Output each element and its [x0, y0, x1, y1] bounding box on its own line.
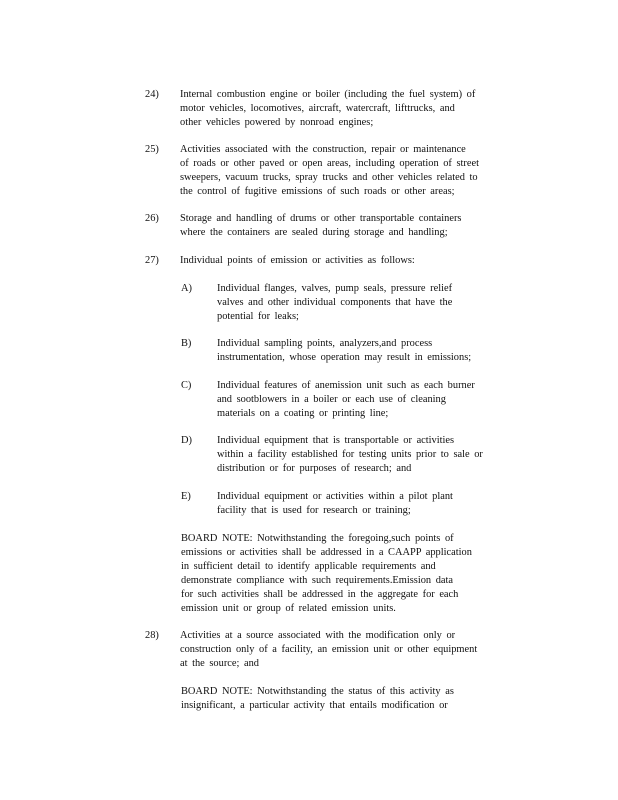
text-line: BOARD NOTE: Notwithstanding the status of this activity as [181, 686, 454, 697]
text-line: the control of fugitive emissions of such roads or other areas; [180, 186, 455, 197]
subitem-text [217, 434, 497, 476]
subitem-text [217, 282, 497, 324]
item-text [180, 88, 505, 130]
text-line: other vehicles powered by nonroad engines; [180, 117, 374, 128]
subitem-letter: D) [181, 435, 192, 446]
text-line: Individual equipment that is transportable or activities [217, 435, 455, 446]
text-line: Individual flanges, valves, pump seals, pressure relief [217, 283, 453, 294]
text-line: for such activities shall be addressed in the aggregate for each [181, 589, 459, 600]
board-note [181, 685, 493, 713]
subitem-letter: C) [181, 380, 192, 391]
text-line: materials on a coating or printing line; [217, 408, 389, 419]
text-line: at the source; and [180, 658, 259, 669]
subitem-text [217, 337, 497, 365]
text-line: insignificant, a particular activity that entails modification or [181, 700, 448, 711]
subitem-text [217, 490, 497, 518]
item-number: 27) [145, 255, 159, 266]
text-line: demonstrate compliance with such requirements.Emission data [181, 575, 454, 586]
text-line: Activities associated with the construction, repair or maintenance [180, 144, 466, 155]
text-line: Storage and handling of drums or other transportable containers [180, 213, 462, 224]
subitem-text [217, 379, 497, 421]
text-line: Individual sampling points, analyzers,and process [217, 338, 433, 349]
text-line: and sootblowers in a boiler or each use of cleaning [217, 394, 446, 405]
text-line: within a facility established for testing units prior to sale or [217, 449, 483, 460]
item-text [180, 254, 505, 268]
text-line: where the containers are sealed during storage and handling; [180, 227, 448, 238]
text-line: valves and other individual components that have the [217, 297, 453, 308]
text-line: construction only of a facility, an emission unit or other equipment [180, 644, 478, 655]
item-number: 28) [145, 630, 159, 641]
text-line: Internal combustion engine or boiler (including the fuel system) of [180, 89, 476, 100]
text-line: of roads or other paved or open areas, including operation of street [180, 158, 479, 169]
text-line: BOARD NOTE: Notwithstanding the foregoing,such points of [181, 533, 454, 544]
text-line: emission unit or group of related emission units. [181, 603, 396, 614]
text-line: emissions or activities shall be addressed in a CAAPP application [181, 547, 472, 558]
subitem-letter: B) [181, 338, 192, 349]
item-number: 26) [145, 213, 159, 224]
text-line: in sufficient detail to identify applicable requirements and [181, 561, 436, 572]
item-number: 25) [145, 144, 159, 155]
text-line: instrumentation, whose operation may result in emissions; [217, 352, 472, 363]
text-line: Individual equipment or activities within a pilot plant [217, 491, 453, 502]
text-line: motor vehicles, locomotives, aircraft, watercraft, lifttrucks, and [180, 103, 455, 114]
text-line: sweepers, vacuum trucks, spray trucks and other vehicles related to [180, 172, 478, 183]
text-line: Individual features of anemission unit such as each burner [217, 380, 475, 391]
item-text [180, 629, 505, 671]
subitem-letter: E) [181, 491, 191, 502]
text-line: Individual points of emission or activities as follows: [180, 255, 415, 266]
subitem-letter: A) [181, 283, 192, 294]
text-line: potential for leaks; [217, 311, 299, 322]
text-line: distribution or for purposes of research; and [217, 463, 412, 474]
text-line: Activities at a source associated with the modification only or [180, 630, 456, 641]
item-text [180, 143, 505, 199]
text-line: facility that is used for research or training; [217, 505, 411, 516]
item-number: 24) [145, 89, 159, 100]
board-note [181, 532, 493, 616]
item-text [180, 212, 505, 240]
